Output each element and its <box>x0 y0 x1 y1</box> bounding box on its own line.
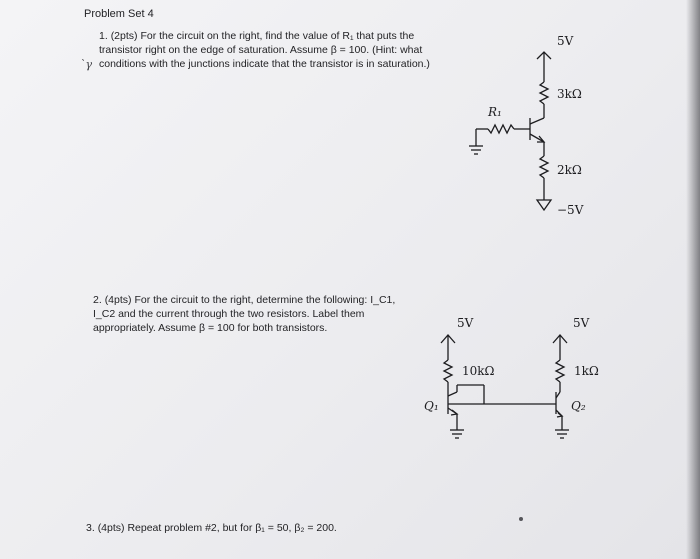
re-label: 2kΩ <box>557 163 582 177</box>
problem-3-number: 3. <box>86 522 95 534</box>
problem-3-text: (4pts) Repeat problem #2, but for β₁ = 50, β₂ = 200. <box>97 522 337 534</box>
r-right-label: 1kΩ <box>574 364 599 378</box>
page-edge-shadow <box>686 0 700 559</box>
rb-label: R₁ <box>488 105 502 119</box>
q2-emitter-arrow-icon <box>557 413 562 417</box>
q2-label: Q₂ <box>571 399 586 413</box>
page-title: Problem Set 4 <box>84 8 154 20</box>
problem-1-number: 1. <box>99 30 108 42</box>
vee-label: −5V <box>557 203 584 217</box>
rc-label: 3kΩ <box>557 87 582 101</box>
problem-2-text: (4pts) For the circuit to the right, determine the following: I_C1, I_C2 and the current through the two resistors. Label them appropriately. Assume β = 100 for both transistors. <box>93 294 396 334</box>
r-left-resistor <box>444 360 452 382</box>
problem-2-number: 2. <box>93 294 102 306</box>
r-left-label: 10kΩ <box>462 364 495 378</box>
r-right-resistor <box>556 360 564 382</box>
vcc-right-label: 5V <box>573 316 590 330</box>
problem-1-text: (2pts) For the circuit on the right, find the value of R₁ that puts the transistor right on the edge of saturation. Assume β = 100. (Hint: what conditions with the junctions indicate that the transistor is in saturation.) <box>99 30 430 70</box>
q1-label: Q₁ <box>424 399 439 413</box>
vcc-label: 5V <box>557 34 574 48</box>
margin-mark: `γ <box>80 58 93 71</box>
vcc-left-label: 5V <box>457 316 474 330</box>
